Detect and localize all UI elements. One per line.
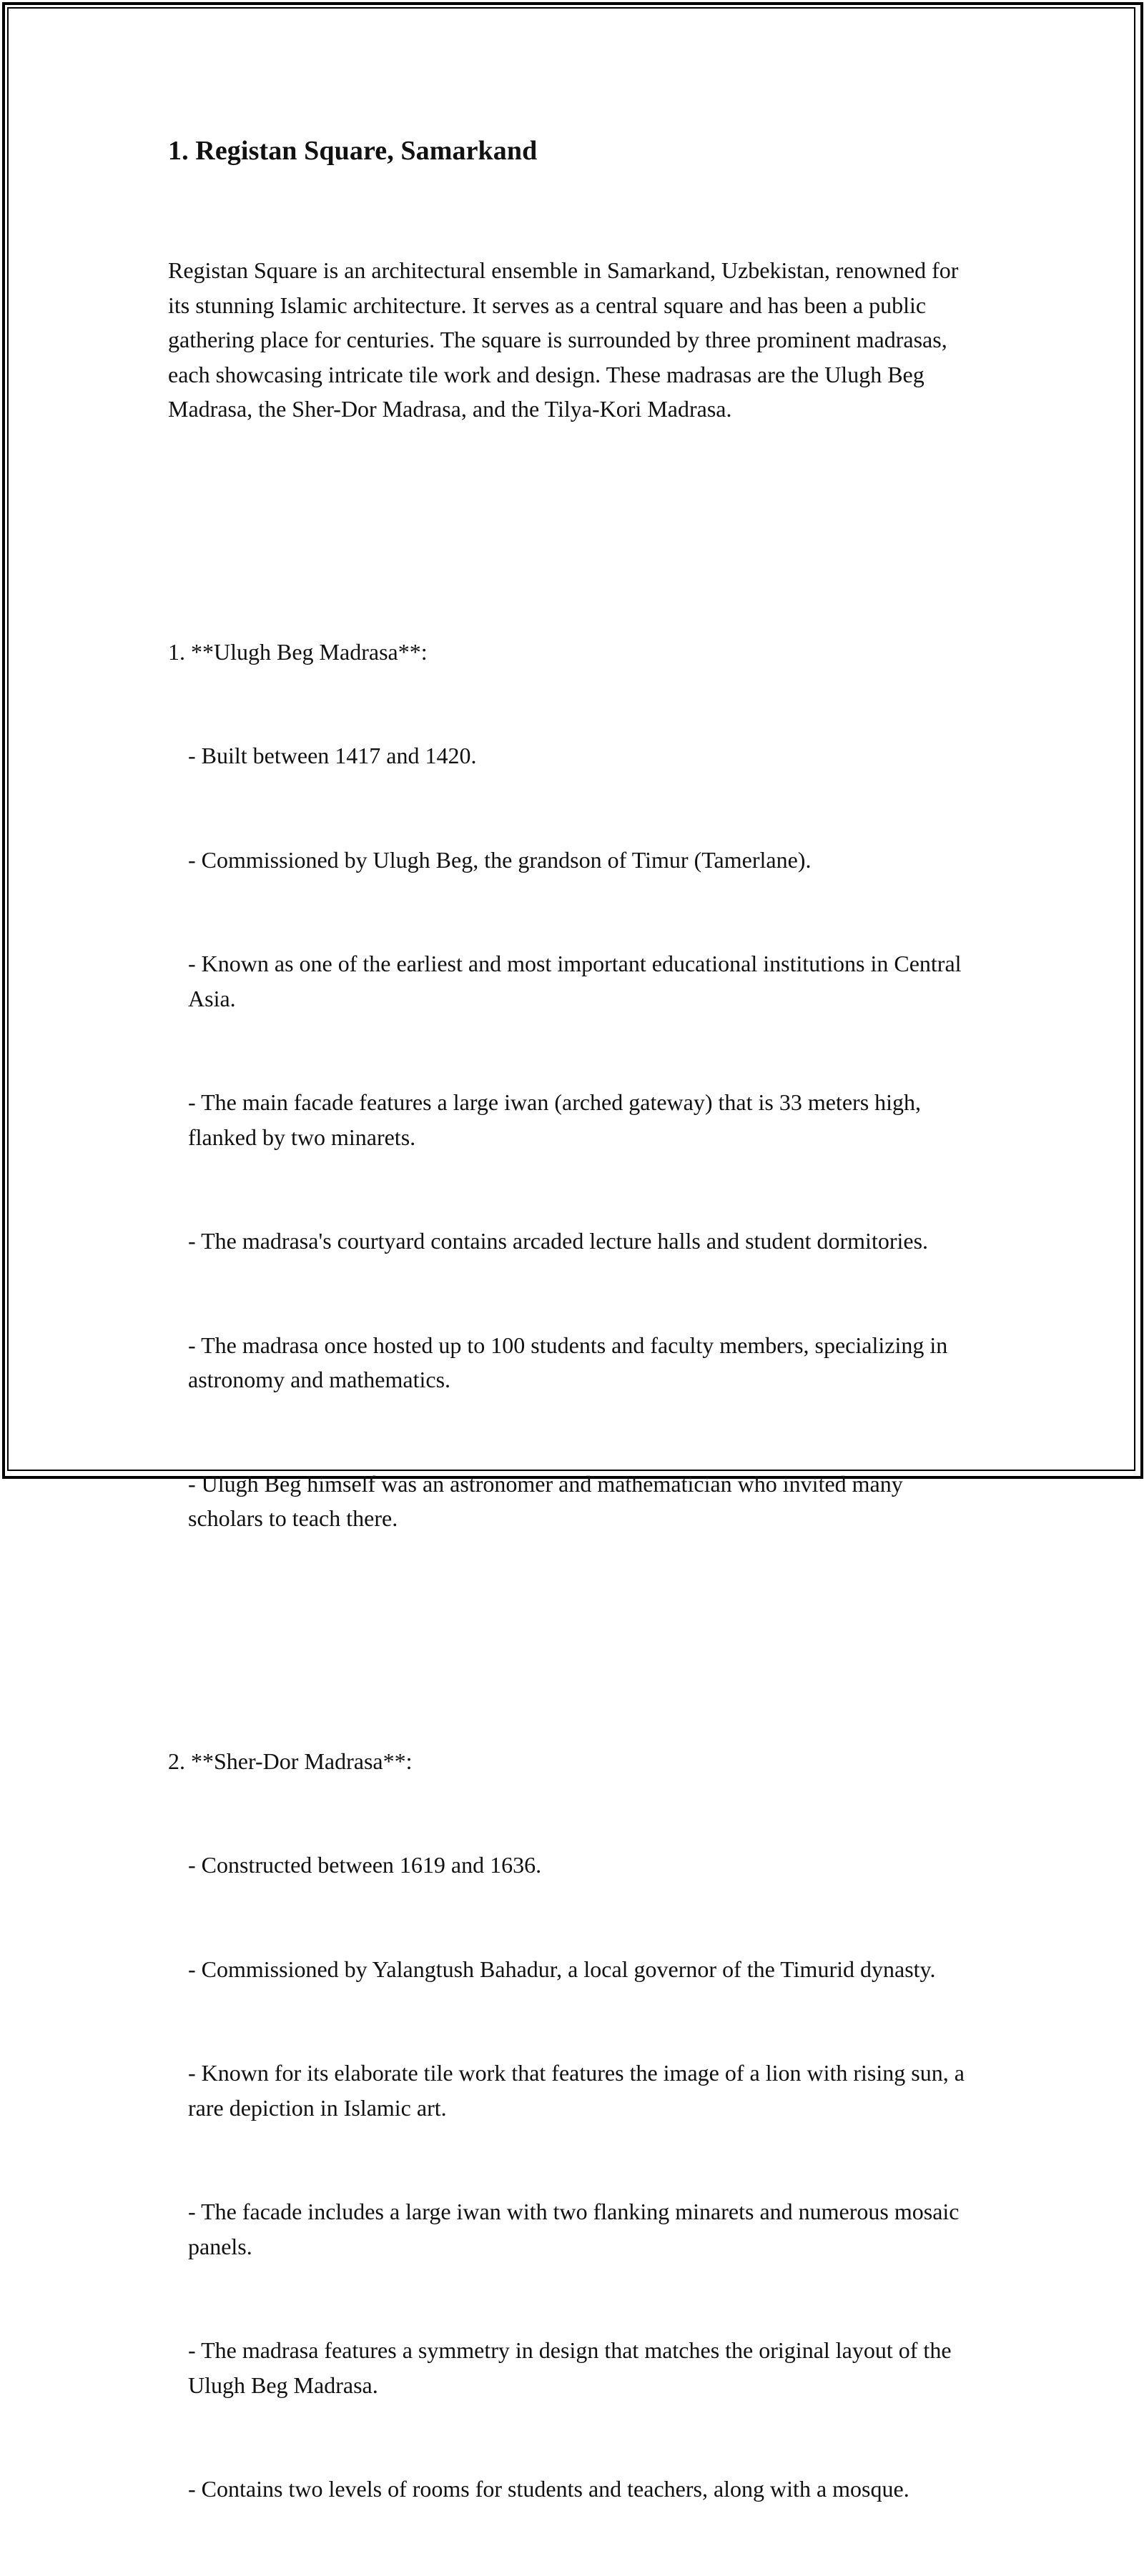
list-item: - Commissioned by Ulugh Beg, the grandson of Timur (Tamerlane).	[188, 846, 812, 873]
document-content	[168, 132, 983, 2576]
list-item: - Built between 1417 and 1420.	[188, 743, 477, 768]
list-item: - The main facade features a large iwan (arched gateway) that is 33 meters high, flanked by two minarets.	[188, 1089, 927, 1150]
list-item: - The madrasa's courtyard contains arcaded lecture halls and student dormitories.	[188, 1228, 929, 1254]
blank-line	[168, 1605, 983, 1640]
list-item: - Known as one of the earliest and most important educational institutions in Central Asia.	[188, 951, 966, 1011]
intro-paragraph: Registan Square is an architectural ensemble in Samarkand, Uzbekistan, renowned for its stunning Islamic architecture. It serves as a central square and has been a public gathering place for centuries. The square is surrounded by three prominent madrasas, each showcasing intricate tile work and design. These madrasas are the Ulugh Beg Madrasa, the Sher-Dor Madrasa, and the Tilya-Kori Madrasa.	[168, 257, 965, 422]
list-item: - Ulugh Beg himself was an astronomer and mathematician who invited many scholars to teach there.	[188, 1470, 909, 1531]
blank-line	[168, 496, 983, 531]
list-item: - The madrasa once hosted up to 100 students and faculty members, specializing in astronomy and mathematics.	[188, 1332, 954, 1392]
document-title: 1. Registan Square, Samarkand	[168, 136, 538, 166]
list-item: - The facade includes a large iwan with two flanking minarets and numerous mosaic panels.	[188, 2199, 965, 2259]
section-heading-sher-dor: 2. **Sher-Dor Madrasa**:	[168, 1748, 413, 1774]
list-item: - Known for its elaborate tile work that features the image of a lion with rising sun, a rare depiction in Islamic art.	[188, 2060, 970, 2121]
list-item: - The madrasa features a symmetry in design that matches the original layout of the Ulugh Beg Madrasa.	[188, 2337, 957, 2398]
list-item: - Constructed between 1619 and 1636.	[188, 1852, 542, 1878]
document-body	[168, 184, 983, 2576]
list-item: - Contains two levels of rooms for students and teachers, along with a mosque.	[188, 2476, 909, 2502]
section-heading-ulugh-beg: 1. **Ulugh Beg Madrasa**:	[168, 638, 428, 665]
list-item: - Commissioned by Yalangtush Bahadur, a local governor of the Timurid dynasty.	[188, 1956, 936, 1982]
